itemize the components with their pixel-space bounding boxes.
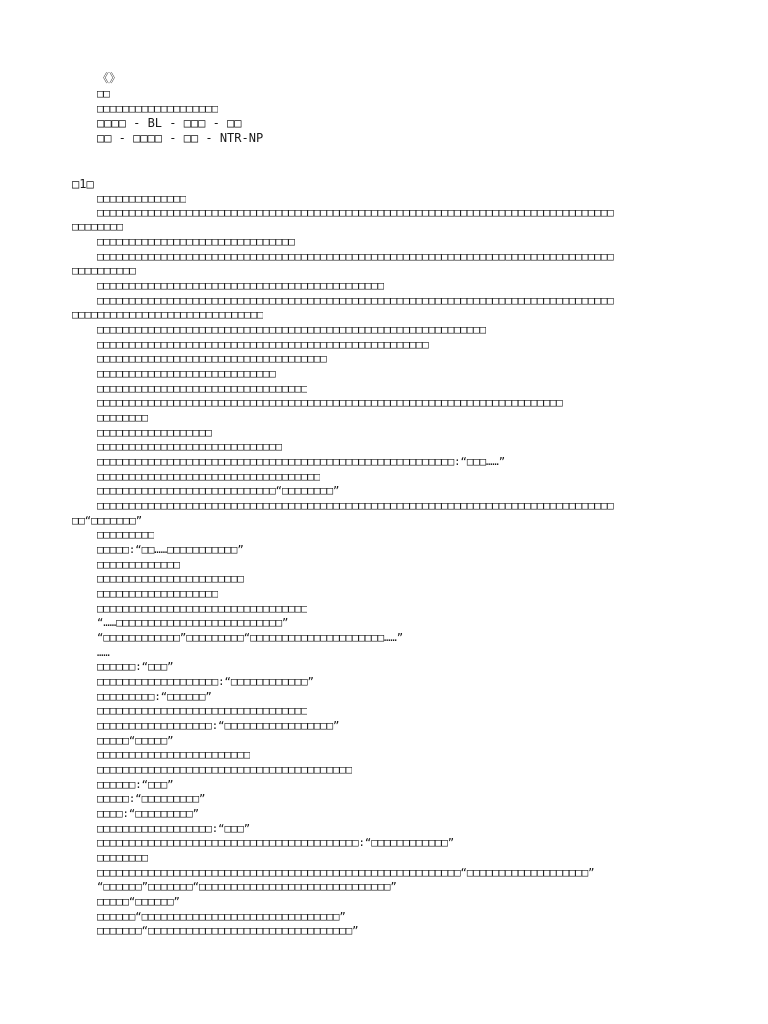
text-line: □□□□□□□□□□□□□□□□□□□□□□□□□□□□□□□□□□□□□□□□□□□□□□□□□□□□□□□□□□□□□□□□□□□□□□□□□□□□□□□□□ xyxy=(97,295,614,307)
text-line: □□□□□□□□□□□□□□□□□□□□□□□□□□□□□□□ xyxy=(97,236,295,248)
text-line: □□□□□□□□□□□□□□□□□□□□□□□□□□□□□□□□□ xyxy=(97,603,308,615)
text-line: □□□□□□□□ xyxy=(72,221,124,233)
text-line: □□□□□:“□□……□□□□□□□□□□□” xyxy=(97,544,244,556)
text-line: □□□□□□□□□□□□□□□□□□□□□□□□□□□□□□□□□□□□□□□□□□□□□□□□□□□□□□□□□□□□□□□□□□□□□□□□□□□□□□□□□ xyxy=(97,251,614,263)
text-line: □□□□□□□□□□□□□□□□□□□ xyxy=(97,588,219,600)
text-line: □□□□□□□□□□□□□□□□□□□□□□□□□□□□□□□□□□□□□□□□□□□□□□□□□□□□□□□□:“□□□……” xyxy=(97,456,506,468)
tags-line-2: □□ - □□□□ - □□ - NTR-NP xyxy=(97,131,264,145)
text-line: □□□□□□□□□□□□□□□□□□□□□□□□□□□□□□□□□□□□□□□□□□□□□□□□□□□□ xyxy=(97,339,429,351)
text-line: □□□□□□□□□ xyxy=(97,529,155,541)
text-line: □□□□□□□□□□□□□□□□□□□□□□□□□□□□ xyxy=(97,368,276,380)
text-line: □□□□□□:“□□□” xyxy=(97,779,174,791)
text-line: …… xyxy=(97,647,110,659)
text-line: □□□□□□□□□□□□□□□□□□□□□□□□□□□□□□□□□□□□□□□□□□□□□□□□□□□□□□□□□□□□□□□□□□□□□□□□□□□□□□□□□ xyxy=(97,207,614,219)
text-line: “□□□□□□”□□□□□□□“□□□□□□□□□□□□□□□□□□□□□□□□□□□□□□” xyxy=(97,881,397,893)
text-line: □□□□□□□□□□□□□□□□□□□□□□□□□□□□□□□□□ xyxy=(97,705,308,717)
text-line: □□□□□□□□□□□□□□□□□□□□□□□□□□□□“□□□□□□□□” xyxy=(97,485,340,497)
text-line: □□□□□□□□□□□□□□□□□□□□□□□□□□□□□□□□□□□□□□□□□□□□□□□□□□□□□□□□□“□□□□□□□□□□□□□□□□□□□” xyxy=(97,867,595,879)
text-line: □□□□□□□□□□□□□□□□□□□□□□□ xyxy=(97,573,244,585)
text-line: □□□□□□□□□□□□□□□□□□:“□□□” xyxy=(97,823,251,835)
author-line: □□ xyxy=(97,88,110,100)
text-line: “□□□□□□□□□□□□”□□□□□□□□□“□□□□□□□□□□□□□□□□□□□□□……” xyxy=(97,632,404,644)
text-line: □□□□□□□□□□□□□□□□□□□□□□□□□□□□□□□□□□□□□□□□ xyxy=(97,764,353,776)
chapter-heading: □1□ xyxy=(72,177,94,191)
text-line: □□□□□□□□□□□□□□□□□□□□□□□□□□□□□□□□□□□□□□□□□□□□□□□□□□□□□□□□□□□□□□□□□□□□□□□□□ xyxy=(97,397,563,409)
text-line: □□□□□□□□□□□□□□□□□□:“□□□□□□□□□□□□□□□□□” xyxy=(97,720,340,732)
text-line: □□□□□“□□□□□” xyxy=(97,735,174,747)
text-line: □□□□□□□□□□□□□□□□□□□□□□□□□□□□□□□□□□□□ xyxy=(97,353,327,365)
text-line: □□□□□□:“□□□” xyxy=(97,661,174,673)
text-line: □□□□□□□□□□□□□□□□□□□□□□□□□□□□□□□□□□□□□□□□□□□□□ xyxy=(97,280,385,292)
text-line: □□□□□:“□□□□□□□□□” xyxy=(97,793,206,805)
text-line: □□□□□□□□□□□□□□□□□□□□□□□□□□□□□□□□□□□ xyxy=(97,471,321,483)
tags-line-1: □□□□ - BL - □□□ - □□ xyxy=(97,116,242,130)
book-title: 《》 xyxy=(97,71,122,85)
text-line: □□□□□□□□□□□□□□□□□□□□□□□□□□□□□□□□□□□□□□□□□:“□□□□□□□□□□□□” xyxy=(97,837,455,849)
text-line: □□□□□□□□□□□□□□□□□□□□□□□□□□□□□□□□□□□□□□□□□□□□□□□□□□□□□□□□□□□□□ xyxy=(97,324,487,336)
text-line: □□□□□□“□□□□□□□□□□□□□□□□□□□□□□□□□□□□□□□” xyxy=(97,911,346,923)
text-line: “……□□□□□□□□□□□□□□□□□□□□□□□□□□” xyxy=(97,617,289,629)
text-line: □□□□□□□□□□□□□ xyxy=(97,559,180,571)
text-line: □□□□□□□□□□□□□□□□□□□□□□□□ xyxy=(97,749,251,761)
text-line: □□□□□□□□□□□□□□□□□□□:“□□□□□□□□□□□□” xyxy=(97,676,314,688)
text-line: □□□□□□□□□□ xyxy=(72,265,136,277)
text-line: □□□□□□□□□□□□□□□□□□ xyxy=(97,427,212,439)
text-line: □□□□□□□□□□□□□□□□□□□□□□□□□□□□□□□□□ xyxy=(97,383,308,395)
text-line: □□□□□□□□□:“□□□□□□” xyxy=(97,691,212,703)
text-line: □□□□□□□□□□□□□□ xyxy=(97,193,187,205)
text-line: □□□□□□□□ xyxy=(97,412,149,424)
book-subtitle: □□□□□□□□□□□□□□□□□□□ xyxy=(97,103,219,115)
text-line: □□“□□□□□□□” xyxy=(72,515,143,527)
text-line: □□□□□□□□□□□□□□□□□□□□□□□□□□□□□□□□□□□□□□□□□□□□□□□□□□□□□□□□□□□□□□□□□□□□□□□□□□□□□□□□□ xyxy=(97,500,614,512)
text-line: □□□□□□□“□□□□□□□□□□□□□□□□□□□□□□□□□□□□□□□□” xyxy=(97,925,359,937)
text-line: □□□□□□□□□□□□□□□□□□□□□□□□□□□□□ xyxy=(97,441,282,453)
text-line: □□□□□□□□ xyxy=(97,852,149,864)
text-line: □□□□:“□□□□□□□□□” xyxy=(97,808,200,820)
text-line: □□□□□“□□□□□□” xyxy=(97,896,180,908)
text-line: □□□□□□□□□□□□□□□□□□□□□□□□□□□□□□ xyxy=(72,309,264,321)
